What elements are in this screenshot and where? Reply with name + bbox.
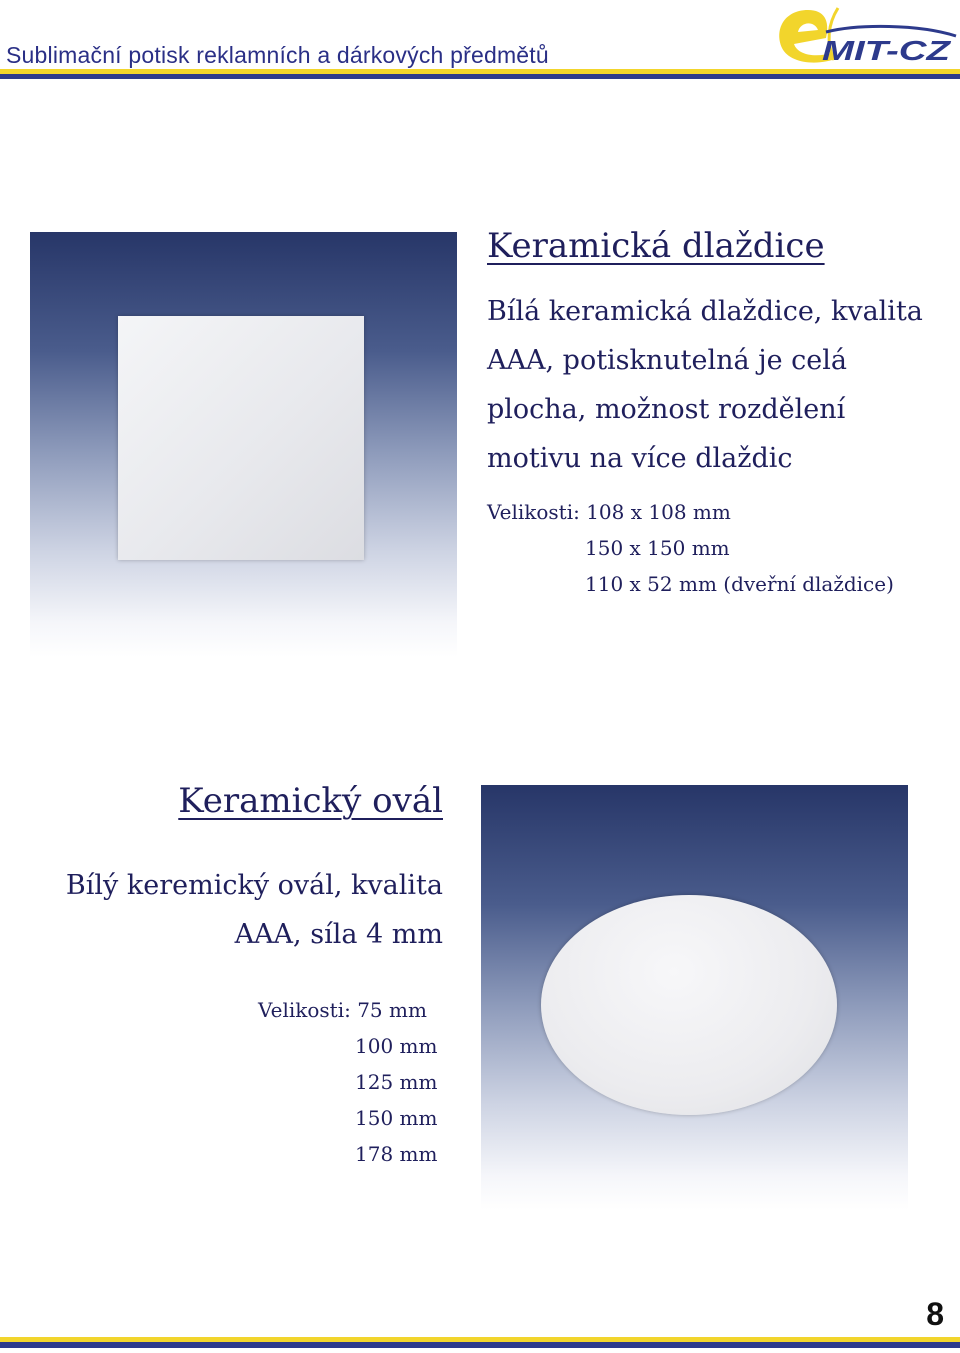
size-row [258,992,437,1028]
size-value: 75 mm [357,998,427,1022]
size-value: 150 x 150 mm [585,536,730,560]
oval-description [66,861,443,959]
section-title-tile: Keramická dlaždice [487,226,825,266]
description-line: motivu na více dlaždic [487,443,793,474]
ceramic-oval-image [541,895,837,1115]
size-value: 150 mm [355,1106,438,1130]
ceramic-tile-photo [30,232,457,657]
ceramic-tile-image [118,316,364,560]
tile-description [487,287,923,483]
description-line: Bílý keremický ovál, kvalita [65,870,443,901]
size-value: 178 mm [355,1142,438,1166]
header-rule-blue [0,74,960,79]
description-line: AAA, síla 4 mm [234,919,443,950]
description-line: AAA, potisknutelná je celá [487,345,847,376]
tile-sizes [487,494,894,602]
svg-text:MIT-CZ: MIT-CZ [822,35,952,66]
footer-rule-blue [0,1342,960,1348]
header-title: Sublimační potisk reklamních a dárkových předmětů [6,42,549,68]
sizes-label: Velikosti: [258,998,351,1022]
description-line: plocha, možnost rozdělení [487,394,846,425]
size-row [487,494,894,530]
size-value: 100 mm [355,1034,438,1058]
size-value: 110 x 52 mm (dveřní dlaždice) [585,572,894,596]
size-value: 125 mm [355,1070,438,1094]
ceramic-oval-photo [481,785,908,1210]
description-line: Bílá keramická dlaždice, kvalita [487,296,923,327]
page-number: 8 [926,1296,944,1332]
mit-cz-logo [768,2,958,70]
size-value: 108 x 108 mm [586,500,731,524]
sizes-label: Velikosti: [487,500,580,524]
oval-sizes [258,992,437,1172]
section-title-oval: Keramický ovál [178,781,443,821]
